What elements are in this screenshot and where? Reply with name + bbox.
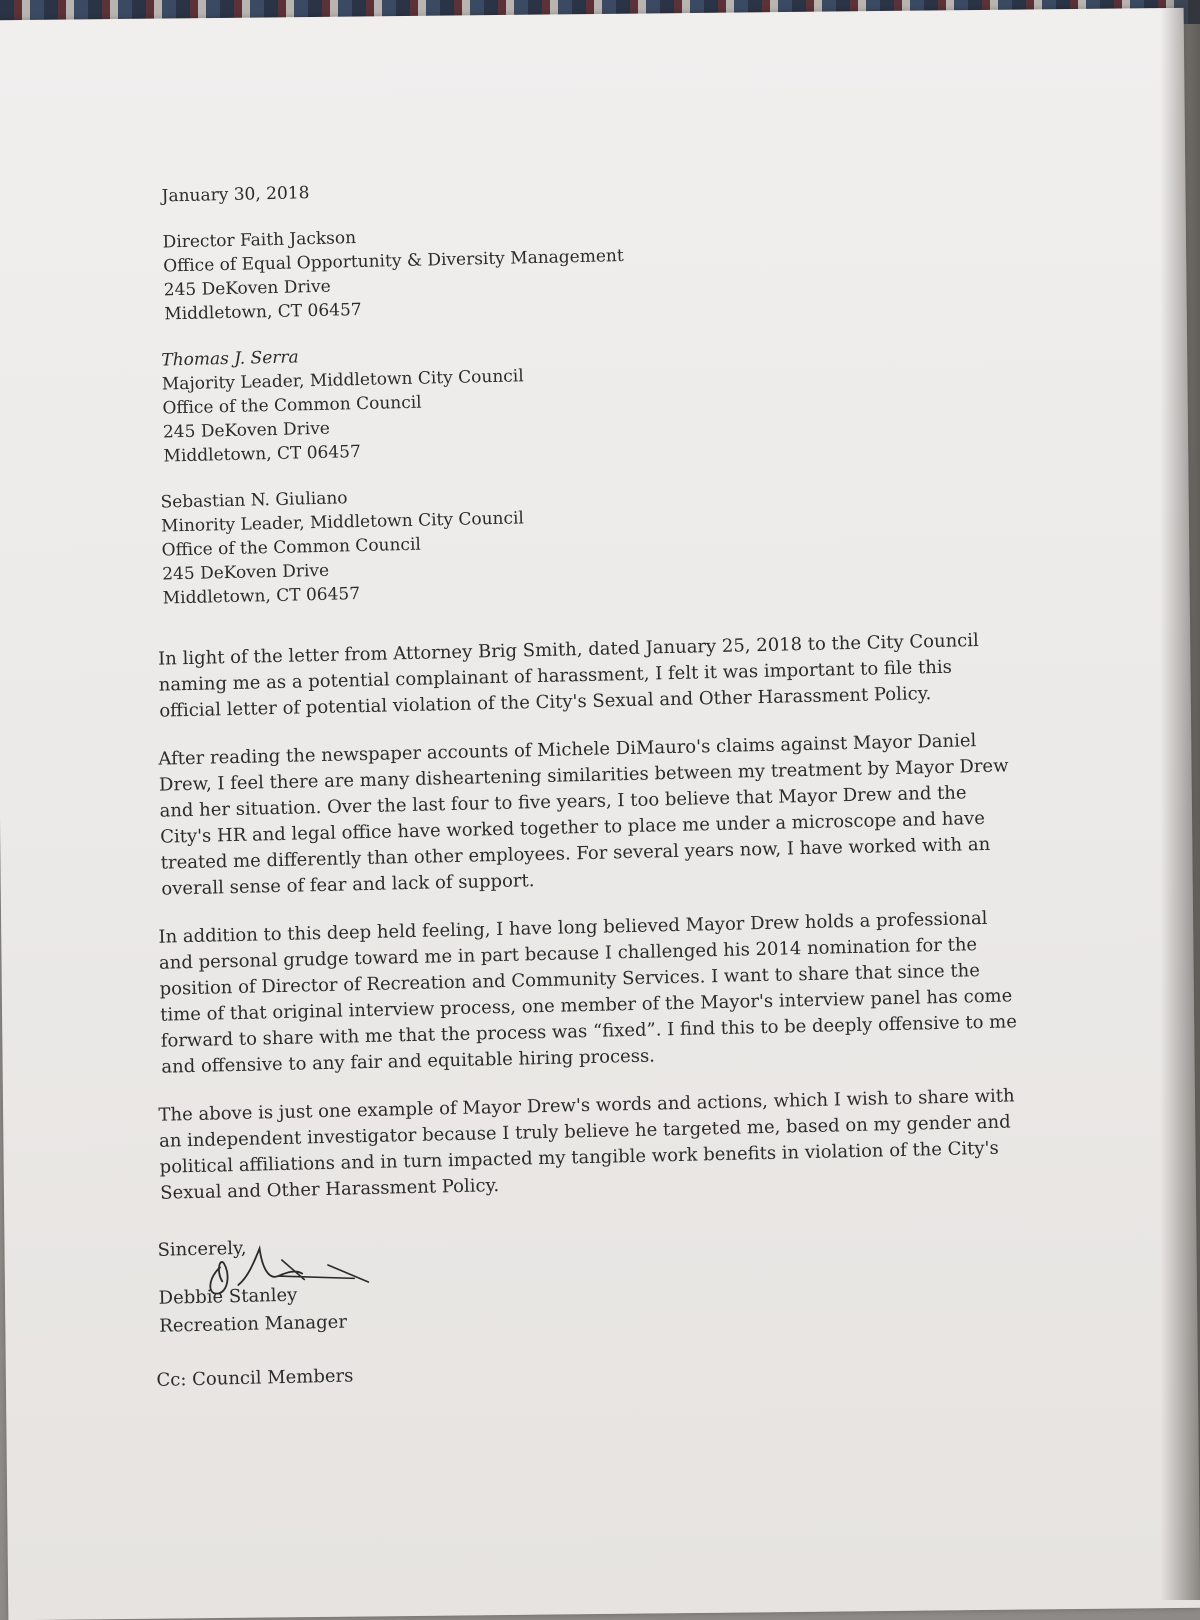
recipient-line: Middletown, CT 06457: [163, 442, 362, 467]
recipient-line: Majority Leader, Middletown City Council: [161, 366, 524, 395]
recipient-line: Office of the Common Council: [162, 392, 422, 419]
page-edge-shadow: [1160, 0, 1200, 1600]
recipient-name: Director Faith Jackson: [162, 228, 357, 253]
signer-name: Debbie Stanley: [158, 1284, 298, 1309]
closing-salutation: Sincerely,: [157, 1237, 247, 1261]
recipient-line: Minority Leader, Middletown City Council: [160, 508, 525, 537]
recipient-block: [161, 329, 1039, 469]
recipient-line: Middletown, CT 06457: [164, 299, 362, 325]
closing-block: [157, 1216, 1059, 1340]
recipient-line: Office of the Common Council: [161, 534, 422, 561]
body-paragraph: In addition to this deep held feeling, I have long believed Mayor Drew holds a professional and personal grudge toward me in part because I challenged his 2014 nomination for the position of Director of Recreation and Community Services. I want to share that since the time of that original interview process, one member of the Mayor's interview panel has come forward to share with me that the process was “fixed”. I find this to be deeply offensive to me and offensive to any fair and equitable hiring process.: [158, 907, 1018, 1078]
recipient-line: 245 DeKoven Drive: [162, 560, 330, 585]
body-paragraph: After reading the newspaper accounts of Michele DiMauro's claims against Mayor Daniel Drew, I feel there are many disheartening similarities between my treatment by Mayor Drew and her situation. Over the last four to five years, I too believe that Mayor Drew and the City's HR and legal office have worked together to place me under a microscope and have treated me differently than other employees. For several years now, I have worked with an overall sense of fear and lack of support.: [158, 730, 1009, 900]
recipient-line: 245 DeKoven Drive: [163, 276, 331, 301]
body-paragraph: In light of the letter from Attorney Brig Smith, dated January 25, 2018 to the City Council naming me as a potential complainant of harassment, I felt it was important to file this official letter of potential violation of the City's Sexual and Other Harassment Policy.: [157, 630, 980, 722]
recipient-block: [160, 471, 1042, 611]
letter-paper: [0, 8, 1200, 1620]
recipient-line: Middletown, CT 06457: [162, 584, 361, 609]
recipient-block: [162, 211, 1036, 327]
recipient-line: Office of Equal Opportunity & Diversity Management: [163, 245, 624, 277]
letter-date: January 30, 2018: [161, 183, 310, 207]
recipient-name: Sebastian N. Giuliano: [160, 488, 348, 513]
cc-line: Cc: Council Members: [156, 1365, 354, 1391]
signer-title: Recreation Manager: [159, 1311, 348, 1337]
body-paragraph: The above is just one example of Mayor Drew's words and actions, which I wish to share with an independent investigator because I truly believe he targeted me, based on my gender and political affiliations and in turn impacted my tangible work benefits in violation of the City's Sexual and Other Harassment Policy.: [158, 1085, 1015, 1204]
recipient-name: Thomas J. Serra: [161, 347, 299, 371]
recipient-line: 245 DeKoven Drive: [162, 418, 331, 443]
letter-body: [153, 165, 1060, 1393]
